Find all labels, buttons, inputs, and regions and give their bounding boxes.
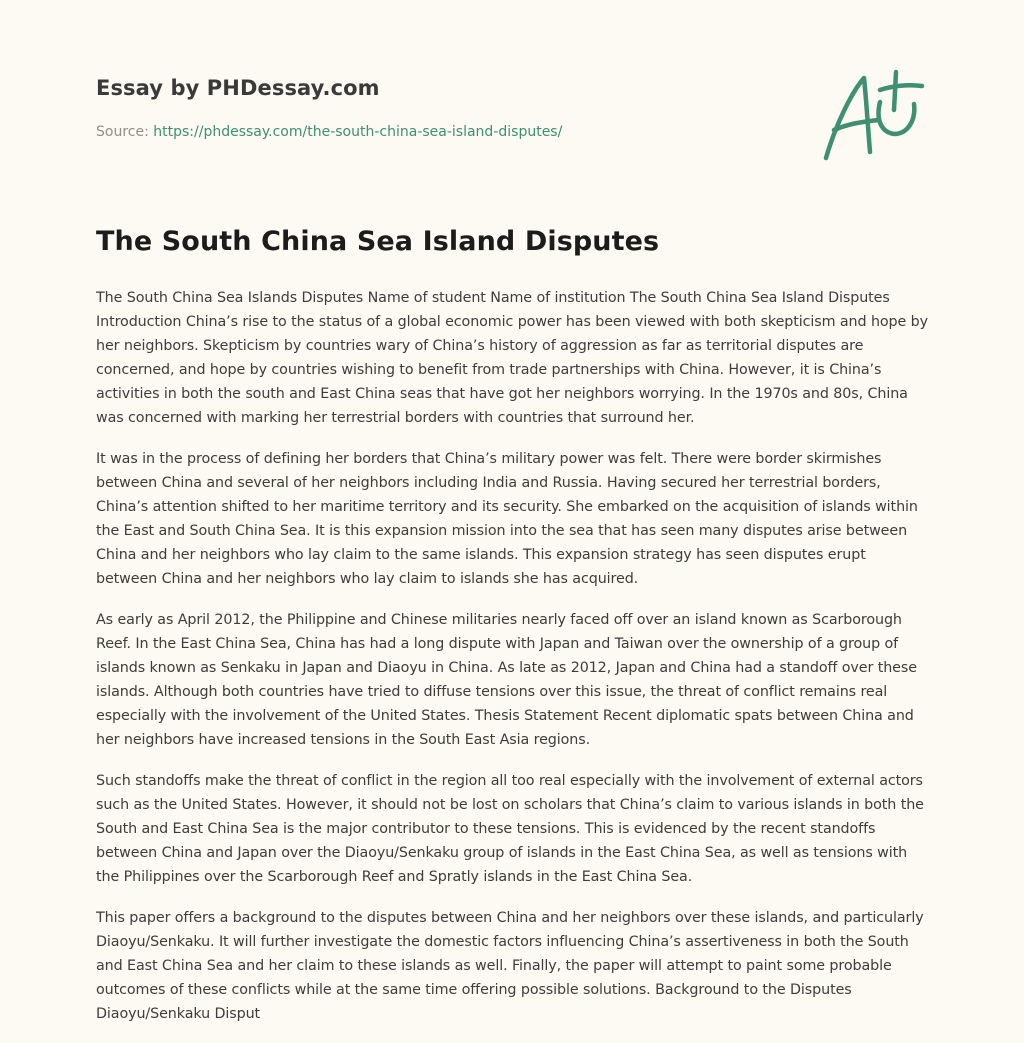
essay-body xyxy=(96,286,928,1043)
a-plus-logo-icon xyxy=(820,68,930,164)
site-title: Essay by PHDessay.com xyxy=(96,76,380,100)
essay-paragraph: As early as April 2012, the Philippine and Chinese militaries nearly faced off over an island known as Scarborough Reef. In the East China Sea, China has had a long dispute with Japan and Taiwan over the ownership of a group of islands known as Senkaku in Japan and Diaoyu in China. As late as 2012, Japan and China had a standoff over these islands. Although both countries have tried to diffuse tensions over this issue, the threat of conflict remains real especially with the involvement of the United States. Thesis Statement Recent diplomatic spats between China and her neighbors have increased tensions in the South East Asia regions. xyxy=(96,612,917,748)
source-link[interactable]: https://phdessay.com/the-south-china-sea-island-disputes/ xyxy=(153,124,563,140)
essay-paragraph: This paper offers a background to the disputes between China and her neighbors over these islands, and particularly Diaoyu/Senkaku. It will further investigate the domestic factors influencing China’s assertiveness in both the South and East China Sea and her claim to these islands as well. Finally, the paper will attempt to paint some probable outcomes of these conflicts while at the same time offering possible solutions. Background to the Disputes Diaoyu/Senkaku Disput xyxy=(96,910,924,1022)
essay-paragraph: It was in the process of defining her borders that China’s military power was felt. There were border skirmishes between China and several of her neighbors including India and Russia. Having secured her terrestrial borders, China’s attention shifted to her maritime territory and its security. She embarked on the acquisition of islands within the East and South China Sea. It is this expansion mission into the sea that has seen many disputes arise between China and her neighbors who lay claim to the same islands. This expansion strategy has seen disputes erupt between China and her neighbors who lay claim to islands she has acquired. xyxy=(96,451,918,587)
essay-paragraph: Such standoffs make the threat of conflict in the region all too real especially with the involvement of external actors such as the United States. However, it should not be lost on scholars that China’s claim to various islands in both the South and East China Sea is the major contributor to these tensions. This is evidenced by the recent standoffs between China and Japan over the Diaoyu/Senkaku group of islands in the East China Sea, as well as tensions with the Philippines over the Scarborough Reef and Spratly islands in the East China Sea. xyxy=(96,773,924,885)
source-line xyxy=(96,124,562,140)
essay-paragraph: The South China Sea Islands Disputes Name of student Name of institution The South China Sea Island Disputes Introduction China’s rise to the status of a global economic power has been viewed with both skepticism and hope by her neighbors. Skepticism by countries wary of China’s history of aggression as far as territorial disputes are concerned, and hope by countries wishing to benefit from trade partnerships with China. However, it is China’s activities in both the south and East China seas that have got her neighbors worrying. In the 1970s and 80s, China was concerned with marking her terrestrial borders with countries that surround her. xyxy=(96,290,929,426)
essay-title: The South China Sea Island Disputes xyxy=(96,226,660,257)
source-label: Source: xyxy=(96,124,154,140)
